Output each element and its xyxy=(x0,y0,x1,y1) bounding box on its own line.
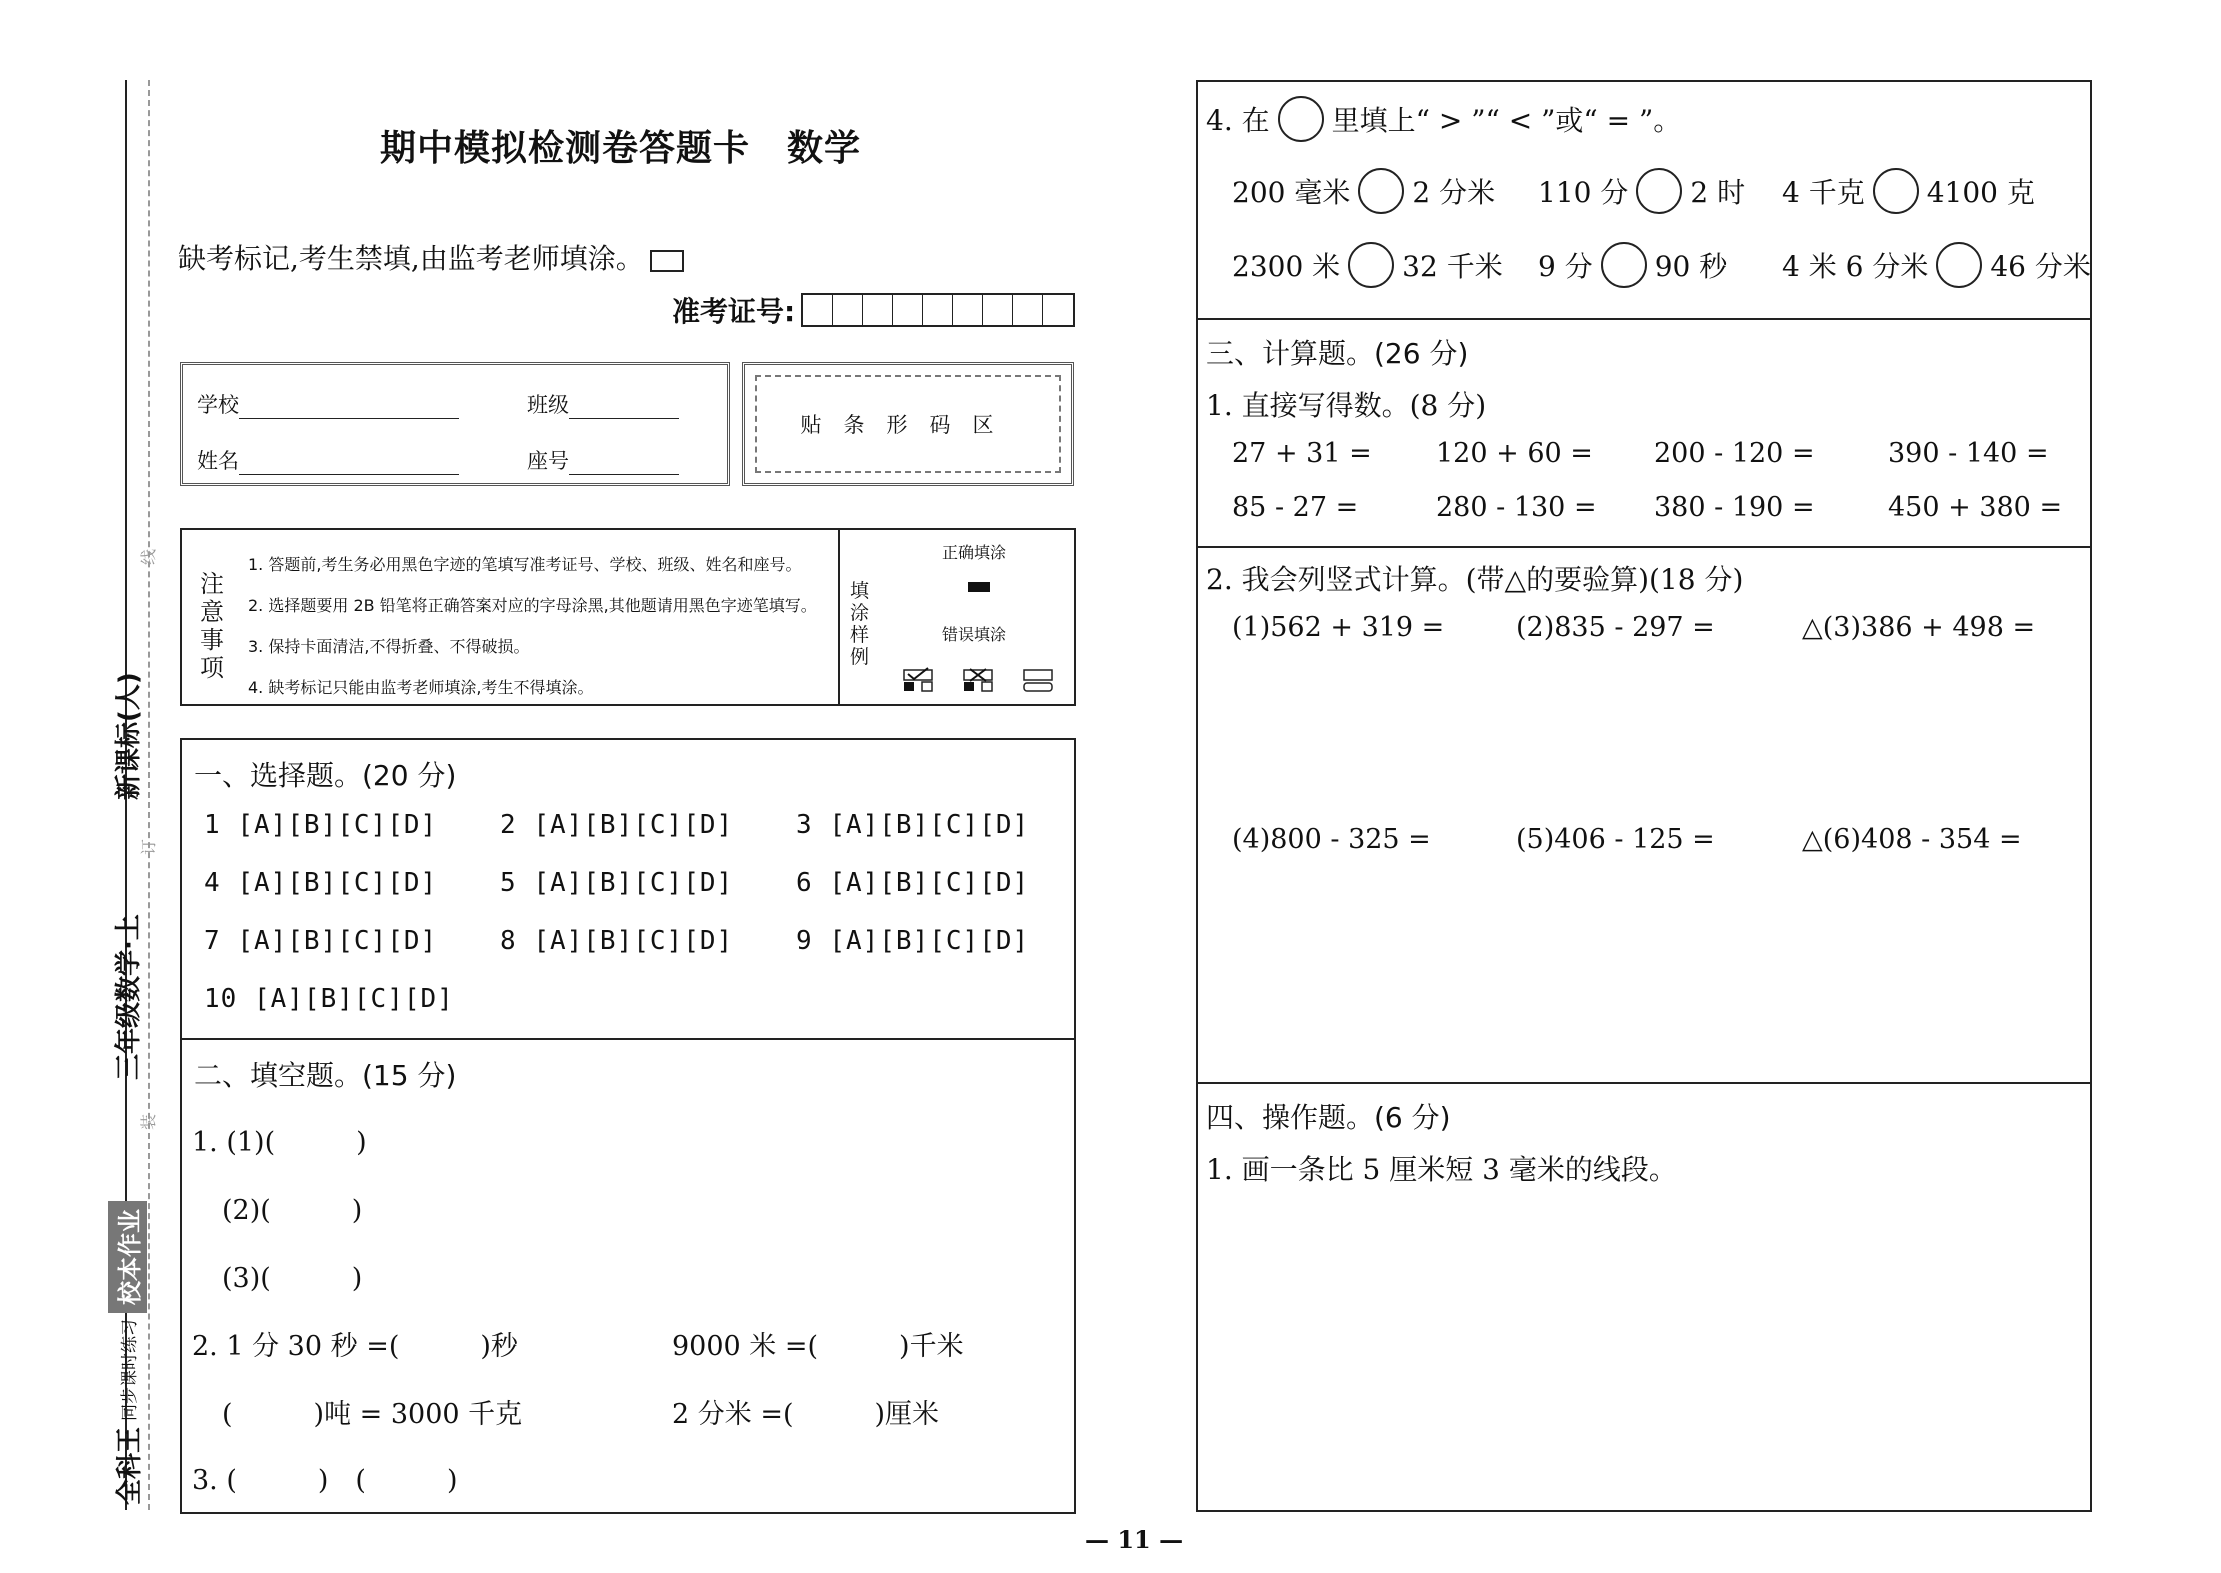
exam-id-cells[interactable] xyxy=(801,293,1075,327)
page-number: — 11 — xyxy=(1085,1525,1184,1554)
absent-note-text: 缺考标记,考生禁填,由监考老师填涂。 xyxy=(178,242,644,275)
mc-question-5[interactable]: 5 [A][B][C][D] xyxy=(500,868,734,898)
compare-title xyxy=(1206,96,1681,142)
section2-title: 二、填空题。(15 分) xyxy=(194,1059,457,1092)
mc-question-1[interactable]: 1 [A][B][C][D] xyxy=(204,810,438,840)
cut-mark-bind: 订 xyxy=(139,838,158,855)
seat-label: 座号 xyxy=(527,449,569,473)
compare-item: 110 分 2 时 xyxy=(1538,168,1745,214)
fill-q1-1[interactable]: 1. (1)( ) xyxy=(192,1127,367,1158)
direct-calc[interactable]: 390 - 140 = xyxy=(1888,438,2049,469)
vertical-calc[interactable]: (4)800 - 325 = xyxy=(1232,824,1431,855)
note-item: 2. 选择题要用 2B 铅笔将正确答案对应的字母涂黑,其他题请用黑色字迹笔填写。 xyxy=(248,596,817,615)
wrong-fill-label: 错误填涂 xyxy=(942,625,1007,644)
vertical-calc[interactable]: (2)835 - 297 = xyxy=(1516,612,1715,643)
absent-note xyxy=(178,237,684,277)
compare-title-lead: 4. 在 xyxy=(1206,104,1270,137)
mc-question-8[interactable]: 8 [A][B][C][D] xyxy=(500,926,734,956)
section3-sub1: 1. 直接写得数。(8 分) xyxy=(1206,389,1487,422)
compare-item: 4 千克 4100 克 xyxy=(1782,168,2035,214)
wrong-tick-icon xyxy=(902,666,934,694)
name-field[interactable] xyxy=(197,445,459,475)
fill-q2-b[interactable]: 9000 米 =( )千米 xyxy=(672,1331,964,1362)
mc-question-9[interactable]: 9 [A][B][C][D] xyxy=(796,926,1030,956)
direct-calc[interactable]: 27 + 31 = xyxy=(1232,438,1372,469)
mc-question-10[interactable]: 10 [A][B][C][D] xyxy=(204,984,454,1014)
school-field[interactable] xyxy=(197,389,459,419)
barcode-label: 贴条形码区 xyxy=(755,375,1061,473)
section-divider xyxy=(1198,318,2090,320)
section-divider xyxy=(1198,546,2090,548)
wrong-outline-icon xyxy=(1022,666,1054,694)
mc-question-4[interactable]: 4 [A][B][C][D] xyxy=(204,868,438,898)
name-label: 姓名 xyxy=(197,449,239,473)
compare-circle[interactable] xyxy=(1636,168,1682,214)
fill-q1-3[interactable]: (3)( ) xyxy=(222,1263,363,1294)
section3-sub2: 2. 我会列竖式计算。(带△的要验算)(18 分) xyxy=(1206,563,1744,596)
compare-circle[interactable] xyxy=(1601,242,1647,288)
compare-circle[interactable] xyxy=(1348,242,1394,288)
mc-question-2[interactable]: 2 [A][B][C][D] xyxy=(500,810,734,840)
spine-edition: 新课标(人) xyxy=(114,672,144,800)
vertical-calc[interactable]: (5)406 - 125 = xyxy=(1516,824,1715,855)
note-item: 4. 缺考标记只能由监考老师填涂,考生不得填涂。 xyxy=(248,678,594,697)
fill-q2-a[interactable]: 2. 1 分 30 秒 =( )秒 xyxy=(192,1331,518,1362)
section-divider xyxy=(1198,1082,2090,1084)
notes-box xyxy=(180,528,1076,706)
note-item: 1. 答题前,考生务必用黑色字迹的笔填写准考证号、学校、班级、姓名和座号。 xyxy=(248,555,802,574)
compare-item: 200 毫米 2 分米 xyxy=(1232,168,1495,214)
direct-calc[interactable]: 280 - 130 = xyxy=(1436,492,1597,523)
right-answer-panel xyxy=(1196,80,2092,1512)
compare-circle[interactable] xyxy=(1358,168,1404,214)
compare-title-rest: 里填上“ > ”“ < ”或“ = ”。 xyxy=(1331,104,1682,137)
correct-fill-mark xyxy=(968,582,990,592)
school-label: 学校 xyxy=(197,393,239,417)
compare-item: 2300 米 32 千米 xyxy=(1232,242,1503,288)
compare-circle[interactable] xyxy=(1936,242,1982,288)
direct-calc[interactable]: 85 - 27 = xyxy=(1232,492,1359,523)
mc-question-3[interactable]: 3 [A][B][C][D] xyxy=(796,810,1030,840)
wrong-cross-icon xyxy=(962,666,994,694)
compare-circle[interactable] xyxy=(1873,168,1919,214)
absent-checkbox[interactable] xyxy=(650,250,684,272)
cut-mark-staple: 装 xyxy=(139,1113,158,1130)
fill-q1-2[interactable]: (2)( ) xyxy=(222,1195,363,1226)
direct-calc[interactable]: 380 - 190 = xyxy=(1654,492,1815,523)
student-info-box xyxy=(180,362,730,486)
compare-item: 9 分 90 秒 xyxy=(1538,242,1727,288)
spine-grade: 三年级数学·上 xyxy=(114,914,144,1080)
exam-id xyxy=(672,290,1075,330)
direct-calc[interactable]: 120 + 60 = xyxy=(1436,438,1593,469)
note-item: 3. 保持卡面清洁,不得折叠、不得破损。 xyxy=(248,637,530,656)
compare-item: 4 米 6 分米 46 分米 xyxy=(1782,242,2091,288)
class-field[interactable] xyxy=(527,389,679,419)
vertical-calc[interactable]: (1)562 + 319 = xyxy=(1232,612,1445,643)
sample-heading: 填涂样例 xyxy=(850,580,870,668)
notes-list xyxy=(248,544,817,708)
brand-name: 全科王 xyxy=(115,1426,145,1505)
spine-brand xyxy=(108,1201,147,1505)
compare-circle-sample xyxy=(1278,96,1324,142)
mc-question-7[interactable]: 7 [A][B][C][D] xyxy=(204,926,438,956)
barcode-area xyxy=(742,362,1074,486)
mc-question-6[interactable]: 6 [A][B][C][D] xyxy=(796,868,1030,898)
exam-id-label: 准考证号: xyxy=(672,295,796,328)
notes-divider xyxy=(838,530,840,704)
vertical-calc[interactable]: △(3)386 + 498 = xyxy=(1802,612,2036,643)
section4-q1[interactable]: 1. 画一条比 5 厘米短 3 毫米的线段。 xyxy=(1206,1153,1677,1186)
fill-q2-d[interactable]: 2 分米 =( )厘米 xyxy=(672,1399,940,1430)
vertical-calc[interactable]: △(6)408 - 354 = xyxy=(1802,824,2022,855)
brand-badge: 校本作业 xyxy=(108,1201,147,1313)
cut-line xyxy=(148,80,150,1510)
seat-field[interactable] xyxy=(527,445,679,475)
section-divider xyxy=(182,1038,1074,1040)
direct-calc[interactable]: 200 - 120 = xyxy=(1654,438,1815,469)
page-title: 期中模拟检测卷答题卡 数学 xyxy=(380,128,862,169)
direct-calc[interactable]: 450 + 380 = xyxy=(1888,492,2063,523)
class-label: 班级 xyxy=(527,393,569,417)
notes-heading: 注意事项 xyxy=(200,570,224,682)
fill-q2-c[interactable]: ( )吨 = 3000 千克 xyxy=(222,1399,523,1430)
correct-fill-label: 正确填涂 xyxy=(942,543,1007,562)
section1-title: 一、选择题。(20 分) xyxy=(194,759,457,792)
left-answer-panel xyxy=(180,738,1076,1514)
fill-q3[interactable]: 3. ( ) ( ) xyxy=(192,1465,458,1496)
brand-subtitle: 同步课时练习 xyxy=(120,1318,140,1421)
section4-title: 四、操作题。(6 分) xyxy=(1206,1101,1451,1134)
cut-mark-line: 线 xyxy=(139,548,158,565)
section3-title: 三、计算题。(26 分) xyxy=(1206,337,1469,370)
